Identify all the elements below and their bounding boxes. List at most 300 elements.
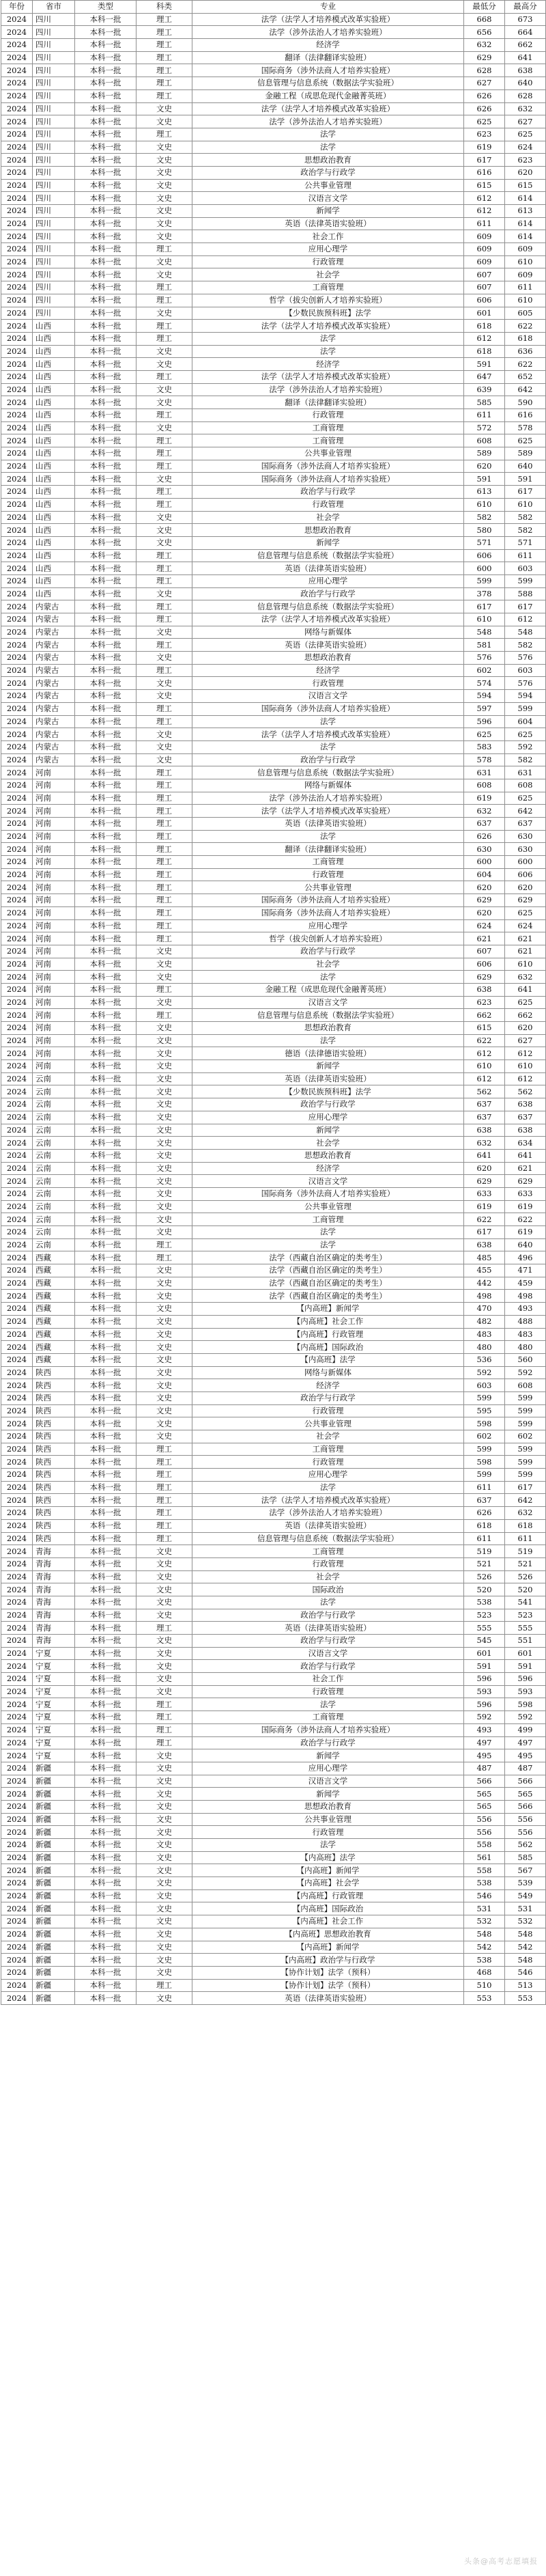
cell-year: 2024: [1, 1328, 33, 1341]
cell-max-score: 498: [505, 1290, 546, 1303]
cell-min-score: 566: [464, 1775, 505, 1788]
table-row: [1, 1226, 546, 1239]
cell-major: 新闻学: [192, 205, 464, 218]
cell-year: 2024: [1, 486, 33, 499]
cell-min-score: 562: [464, 1085, 505, 1098]
cell-province: 青海: [33, 1583, 75, 1596]
cell-max-score: 487: [505, 1762, 546, 1775]
cell-province: 山西: [33, 396, 75, 409]
cell-major: 信息管理与信息系统（数据法学实验班）: [192, 1532, 464, 1545]
cell-year: 2024: [1, 1775, 33, 1788]
cell-min-score: 493: [464, 1723, 505, 1736]
cell-province: 西藏: [33, 1341, 75, 1354]
cell-batch-type: 本科一批: [75, 1175, 136, 1188]
table-row: [1, 779, 546, 792]
cell-min-score: 612: [464, 332, 505, 345]
table-row: [1, 753, 546, 766]
cell-subject-category: 理工: [136, 1698, 192, 1711]
cell-min-score: 606: [464, 958, 505, 971]
table-row: [1, 192, 546, 205]
cell-subject-category: 文史: [136, 536, 192, 549]
cell-major: 法学（法学人才培养模式改革实验班）: [192, 13, 464, 26]
cell-batch-type: 本科一批: [75, 1009, 136, 1022]
cell-subject-category: 文史: [136, 1085, 192, 1098]
cell-year: 2024: [1, 574, 33, 587]
cell-max-score: 548: [505, 1954, 546, 1967]
cell-subject-category: 文史: [136, 473, 192, 486]
cell-province: 云南: [33, 1111, 75, 1124]
cell-major: 【少数民族预科班】法学: [192, 307, 464, 320]
cell-province: 陕西: [33, 1366, 75, 1379]
cell-max-score: 638: [505, 1098, 546, 1111]
cell-province: 陕西: [33, 1404, 75, 1417]
cell-major: 法学: [192, 1238, 464, 1251]
cell-min-score: 565: [464, 1788, 505, 1801]
cell-batch-type: 本科一批: [75, 1889, 136, 1902]
cell-min-score: 526: [464, 1570, 505, 1583]
cell-year: 2024: [1, 856, 33, 869]
cell-major: 【内高班】新闻学: [192, 1864, 464, 1877]
cell-min-score: 611: [464, 1532, 505, 1545]
cell-subject-category: 理工: [136, 856, 192, 869]
cell-province: 山西: [33, 358, 75, 371]
cell-min-score: 629: [464, 1175, 505, 1188]
cell-subject-category: 理工: [136, 1711, 192, 1724]
cell-min-score: 637: [464, 1098, 505, 1111]
cell-year: 2024: [1, 1723, 33, 1736]
cell-year: 2024: [1, 613, 33, 626]
cell-province: 山西: [33, 524, 75, 537]
cell-min-score: 555: [464, 1622, 505, 1635]
cell-province: 河南: [33, 868, 75, 881]
cell-batch-type: 本科一批: [75, 1762, 136, 1775]
cell-year: 2024: [1, 779, 33, 792]
cell-subject-category: 理工: [136, 1456, 192, 1469]
cell-min-score: 630: [464, 843, 505, 856]
cell-batch-type: 本科一批: [75, 702, 136, 715]
cell-subject-category: 文史: [136, 1341, 192, 1354]
cell-min-score: 618: [464, 320, 505, 333]
cell-max-score: 642: [505, 383, 546, 396]
table-row: [1, 549, 546, 562]
cell-batch-type: 本科一批: [75, 626, 136, 639]
cell-year: 2024: [1, 1966, 33, 1979]
table-row: [1, 1826, 546, 1839]
cell-subject-category: 理工: [136, 664, 192, 677]
cell-subject-category: 理工: [136, 243, 192, 256]
cell-major: 【内高班】社会工作: [192, 1915, 464, 1928]
cell-min-score: 668: [464, 13, 505, 26]
cell-batch-type: 本科一批: [75, 1519, 136, 1532]
cell-max-score: 582: [505, 753, 546, 766]
cell-year: 2024: [1, 919, 33, 932]
cell-batch-type: 本科一批: [75, 243, 136, 256]
cell-major: 政治学与行政学: [192, 1391, 464, 1404]
table-row: [1, 345, 546, 358]
cell-province: 宁夏: [33, 1685, 75, 1698]
cell-year: 2024: [1, 39, 33, 52]
cell-min-score: 641: [464, 1149, 505, 1162]
cell-subject-category: 文史: [136, 1826, 192, 1839]
cell-min-score: 610: [464, 498, 505, 511]
cell-max-score: 589: [505, 447, 546, 460]
cell-min-score: 609: [464, 230, 505, 243]
cell-min-score: 595: [464, 1404, 505, 1417]
cell-year: 2024: [1, 1443, 33, 1456]
cell-province: 山西: [33, 460, 75, 473]
cell-year: 2024: [1, 906, 33, 919]
cell-province: 陕西: [33, 1519, 75, 1532]
table-row: [1, 1698, 546, 1711]
cell-year: 2024: [1, 1417, 33, 1430]
cell-major: 英语（法律英语实验班）: [192, 1072, 464, 1085]
table-row: [1, 51, 546, 64]
cell-max-score: 556: [505, 1813, 546, 1826]
cell-min-score: 631: [464, 766, 505, 779]
table-row: [1, 1175, 546, 1188]
cell-subject-category: 理工: [136, 715, 192, 728]
cell-major: 法学（西藏自治区确定的类考生）: [192, 1264, 464, 1277]
cell-min-score: 626: [464, 1507, 505, 1520]
table-body: [1, 13, 546, 2004]
cell-major: 【内高班】社会工作: [192, 1315, 464, 1328]
cell-major: 新闻学: [192, 1788, 464, 1801]
table-row: [1, 1098, 546, 1111]
cell-min-score: 608: [464, 779, 505, 792]
cell-max-score: 598: [505, 1698, 546, 1711]
cell-province: 云南: [33, 1238, 75, 1251]
cell-min-score: 608: [464, 434, 505, 447]
cell-batch-type: 本科一批: [75, 1826, 136, 1839]
table-row: [1, 1583, 546, 1596]
cell-major: 法学: [192, 345, 464, 358]
cell-major: 汉语言文学: [192, 690, 464, 703]
cell-subject-category: 文史: [136, 677, 192, 690]
cell-min-score: 629: [464, 51, 505, 64]
cell-batch-type: 本科一批: [75, 77, 136, 90]
cell-province: 河南: [33, 983, 75, 996]
cell-year: 2024: [1, 1303, 33, 1316]
cell-province: 山西: [33, 447, 75, 460]
table-row: [1, 1047, 546, 1060]
cell-province: 河南: [33, 1034, 75, 1047]
table-row: [1, 1111, 546, 1124]
cell-min-score: 548: [464, 626, 505, 639]
cell-year: 2024: [1, 205, 33, 218]
table-row: [1, 996, 546, 1009]
cell-year: 2024: [1, 958, 33, 971]
cell-subject-category: 理工: [136, 792, 192, 805]
cell-max-score: 664: [505, 26, 546, 39]
cell-year: 2024: [1, 1647, 33, 1660]
cell-province: 新疆: [33, 1954, 75, 1967]
cell-subject-category: 文史: [136, 1124, 192, 1137]
cell-max-score: 610: [505, 958, 546, 971]
cell-batch-type: 本科一批: [75, 1456, 136, 1469]
cell-province: 四川: [33, 26, 75, 39]
cell-province: 云南: [33, 1187, 75, 1200]
cell-max-score: 625: [505, 906, 546, 919]
cell-year: 2024: [1, 971, 33, 984]
cell-subject-category: 理工: [136, 549, 192, 562]
cell-subject-category: 理工: [136, 1469, 192, 1482]
cell-year: 2024: [1, 1213, 33, 1226]
cell-province: 内蒙古: [33, 715, 75, 728]
cell-max-score: 596: [505, 1673, 546, 1686]
cell-subject-category: 文史: [136, 1596, 192, 1609]
cell-batch-type: 本科一批: [75, 192, 136, 205]
cell-province: 云南: [33, 1149, 75, 1162]
cell-max-score: 625: [505, 434, 546, 447]
cell-province: 青海: [33, 1545, 75, 1558]
cell-max-score: 567: [505, 1864, 546, 1877]
cell-province: 宁夏: [33, 1660, 75, 1673]
cell-year: 2024: [1, 1200, 33, 1213]
cell-year: 2024: [1, 396, 33, 409]
table-row: [1, 1673, 546, 1686]
cell-province: 新疆: [33, 1813, 75, 1826]
cell-year: 2024: [1, 154, 33, 167]
cell-subject-category: 文史: [136, 1060, 192, 1073]
table-row: [1, 562, 546, 575]
cell-max-score: 493: [505, 1303, 546, 1316]
cell-subject-category: 理工: [136, 1622, 192, 1635]
cell-major: 哲学（拔尖创新人才培养实验班）: [192, 932, 464, 945]
cell-max-score: 625: [505, 128, 546, 141]
cell-major: 工商管理: [192, 1213, 464, 1226]
cell-max-score: 622: [505, 320, 546, 333]
cell-major: 法学（涉外法治人才培养实验班）: [192, 26, 464, 39]
cell-min-score: 580: [464, 524, 505, 537]
cell-batch-type: 本科一批: [75, 652, 136, 665]
cell-subject-category: 理工: [136, 1009, 192, 1022]
cell-max-score: 562: [505, 1839, 546, 1852]
table-row: [1, 1749, 546, 1762]
cell-batch-type: 本科一批: [75, 1813, 136, 1826]
cell-max-score: 617: [505, 486, 546, 499]
cell-min-score: 612: [464, 192, 505, 205]
cell-min-score: 561: [464, 1851, 505, 1864]
cell-province: 新疆: [33, 1864, 75, 1877]
cell-subject-category: 理工: [136, 77, 192, 90]
cell-major: 汉语言文学: [192, 1647, 464, 1660]
table-row: [1, 421, 546, 434]
cell-province: 西藏: [33, 1328, 75, 1341]
cell-year: 2024: [1, 166, 33, 179]
cell-max-score: 531: [505, 1902, 546, 1915]
cell-min-score: 619: [464, 792, 505, 805]
cell-min-score: 629: [464, 971, 505, 984]
cell-subject-category: 文史: [136, 1379, 192, 1392]
cell-min-score: 571: [464, 536, 505, 549]
cell-major: 行政管理: [192, 868, 464, 881]
cell-min-score: 627: [464, 77, 505, 90]
cell-subject-category: 文史: [136, 1277, 192, 1290]
cell-min-score: 485: [464, 1251, 505, 1264]
table-row: [1, 166, 546, 179]
cell-batch-type: 本科一批: [75, 1353, 136, 1366]
cell-province: 四川: [33, 154, 75, 167]
cell-subject-category: 文史: [136, 1992, 192, 2005]
cell-max-score: 625: [505, 792, 546, 805]
cell-province: 云南: [33, 1175, 75, 1188]
cell-subject-category: 理工: [136, 894, 192, 907]
cell-province: 陕西: [33, 1430, 75, 1443]
cell-batch-type: 本科一批: [75, 255, 136, 268]
cell-batch-type: 本科一批: [75, 1788, 136, 1801]
cell-subject-category: 文史: [136, 1889, 192, 1902]
cell-max-score: 599: [505, 1417, 546, 1430]
table-row: [1, 128, 546, 141]
table-row: [1, 1928, 546, 1941]
cell-max-score: 521: [505, 1557, 546, 1570]
cell-subject-category: 理工: [136, 1251, 192, 1264]
cell-min-score: 620: [464, 906, 505, 919]
cell-province: 四川: [33, 115, 75, 128]
cell-max-score: 599: [505, 1456, 546, 1469]
cell-max-score: 614: [505, 230, 546, 243]
cell-min-score: 558: [464, 1839, 505, 1852]
cell-subject-category: 理工: [136, 1507, 192, 1520]
cell-min-score: 591: [464, 1660, 505, 1673]
cell-major: 德语（法律德语实验班）: [192, 1047, 464, 1060]
cell-major: 国际商务（涉外法商人才培养实验班）: [192, 473, 464, 486]
cell-subject-category: 文史: [136, 1788, 192, 1801]
cell-batch-type: 本科一批: [75, 1417, 136, 1430]
cell-batch-type: 本科一批: [75, 51, 136, 64]
cell-batch-type: 本科一批: [75, 1469, 136, 1482]
cell-min-score: 581: [464, 639, 505, 652]
cell-major: 法学（涉外法治人才培养实验班）: [192, 1507, 464, 1520]
cell-major: 信息管理与信息系统（数据法学实验班）: [192, 1009, 464, 1022]
cell-batch-type: 本科一批: [75, 345, 136, 358]
cell-major: 应用心理学: [192, 243, 464, 256]
cell-min-score: 610: [464, 1060, 505, 1073]
cell-subject-category: 文史: [136, 1315, 192, 1328]
table-row: [1, 77, 546, 90]
cell-subject-category: 文史: [136, 1226, 192, 1239]
cell-batch-type: 本科一批: [75, 1877, 136, 1890]
cell-province: 青海: [33, 1570, 75, 1583]
cell-year: 2024: [1, 217, 33, 230]
cell-subject-category: 文史: [136, 230, 192, 243]
table-row: [1, 1481, 546, 1494]
cell-batch-type: 本科一批: [75, 1060, 136, 1073]
cell-min-score: 606: [464, 294, 505, 307]
cell-min-score: 599: [464, 1391, 505, 1404]
table-row: [1, 1570, 546, 1583]
cell-year: 2024: [1, 383, 33, 396]
cell-major: 行政管理: [192, 409, 464, 422]
cell-year: 2024: [1, 626, 33, 639]
cell-province: 四川: [33, 281, 75, 294]
cell-max-score: 571: [505, 536, 546, 549]
cell-subject-category: 文史: [136, 1417, 192, 1430]
cell-major: 法学（涉外法治人才培养实验班）: [192, 383, 464, 396]
cell-year: 2024: [1, 421, 33, 434]
cell-batch-type: 本科一批: [75, 460, 136, 473]
cell-batch-type: 本科一批: [75, 1034, 136, 1047]
cell-major: 行政管理: [192, 1685, 464, 1698]
cell-subject-category: 文史: [136, 1557, 192, 1570]
cell-province: 四川: [33, 307, 75, 320]
cell-major: 工商管理: [192, 1443, 464, 1456]
cell-major: 行政管理: [192, 677, 464, 690]
cell-max-score: 600: [505, 856, 546, 869]
cell-max-score: 621: [505, 1162, 546, 1175]
cell-max-score: 618: [505, 332, 546, 345]
cell-major: 应用心理学: [192, 1762, 464, 1775]
cell-min-score: 611: [464, 217, 505, 230]
cell-year: 2024: [1, 1635, 33, 1648]
cell-province: 河南: [33, 779, 75, 792]
cell-major: 翻译（法律翻译实验班）: [192, 396, 464, 409]
cell-batch-type: 本科一批: [75, 1660, 136, 1673]
cell-province: 河南: [33, 906, 75, 919]
table-row: [1, 818, 546, 831]
cell-subject-category: 理工: [136, 409, 192, 422]
cell-year: 2024: [1, 1353, 33, 1366]
cell-province: 西藏: [33, 1303, 75, 1316]
table-row: [1, 102, 546, 115]
cell-year: 2024: [1, 562, 33, 575]
table-row: [1, 1532, 546, 1545]
cell-min-score: 601: [464, 1647, 505, 1660]
cell-min-score: 519: [464, 1545, 505, 1558]
cell-major: 【内高班】新闻学: [192, 1303, 464, 1316]
cell-min-score: 468: [464, 1966, 505, 1979]
cell-subject-category: 理工: [136, 332, 192, 345]
cell-batch-type: 本科一批: [75, 664, 136, 677]
table-row: [1, 1966, 546, 1979]
cell-max-score: 609: [505, 268, 546, 281]
cell-min-score: 611: [464, 1481, 505, 1494]
cell-province: 西藏: [33, 1315, 75, 1328]
cell-max-score: 499: [505, 1723, 546, 1736]
cell-max-score: 549: [505, 1889, 546, 1902]
cell-year: 2024: [1, 894, 33, 907]
cell-batch-type: 本科一批: [75, 1200, 136, 1213]
cell-batch-type: 本科一批: [75, 1303, 136, 1316]
cell-major: 政治学与行政学: [192, 1635, 464, 1648]
cell-major: 法学（西藏自治区确定的类考生）: [192, 1290, 464, 1303]
cell-min-score: 594: [464, 690, 505, 703]
cell-subject-category: 文史: [136, 753, 192, 766]
cell-major: 英语（法律英语实验班）: [192, 639, 464, 652]
cell-max-score: 542: [505, 1941, 546, 1954]
cell-major: 【内高班】社会学: [192, 1877, 464, 1890]
table-row: [1, 1264, 546, 1277]
cell-province: 西藏: [33, 1290, 75, 1303]
cell-major: 【内高班】法学: [192, 1851, 464, 1864]
cell-year: 2024: [1, 13, 33, 26]
cell-year: 2024: [1, 818, 33, 831]
cell-batch-type: 本科一批: [75, 1137, 136, 1150]
cell-max-score: 605: [505, 307, 546, 320]
cell-year: 2024: [1, 1557, 33, 1570]
table-row: [1, 1851, 546, 1864]
cell-province: 云南: [33, 1098, 75, 1111]
cell-year: 2024: [1, 1124, 33, 1137]
cell-max-score: 565: [505, 1788, 546, 1801]
cell-major: 经济学: [192, 664, 464, 677]
cell-major: 应用心理学: [192, 574, 464, 587]
cell-batch-type: 本科一批: [75, 383, 136, 396]
cell-year: 2024: [1, 1941, 33, 1954]
cell-min-score: 624: [464, 919, 505, 932]
cell-province: 陕西: [33, 1443, 75, 1456]
cell-max-score: 617: [505, 1481, 546, 1494]
